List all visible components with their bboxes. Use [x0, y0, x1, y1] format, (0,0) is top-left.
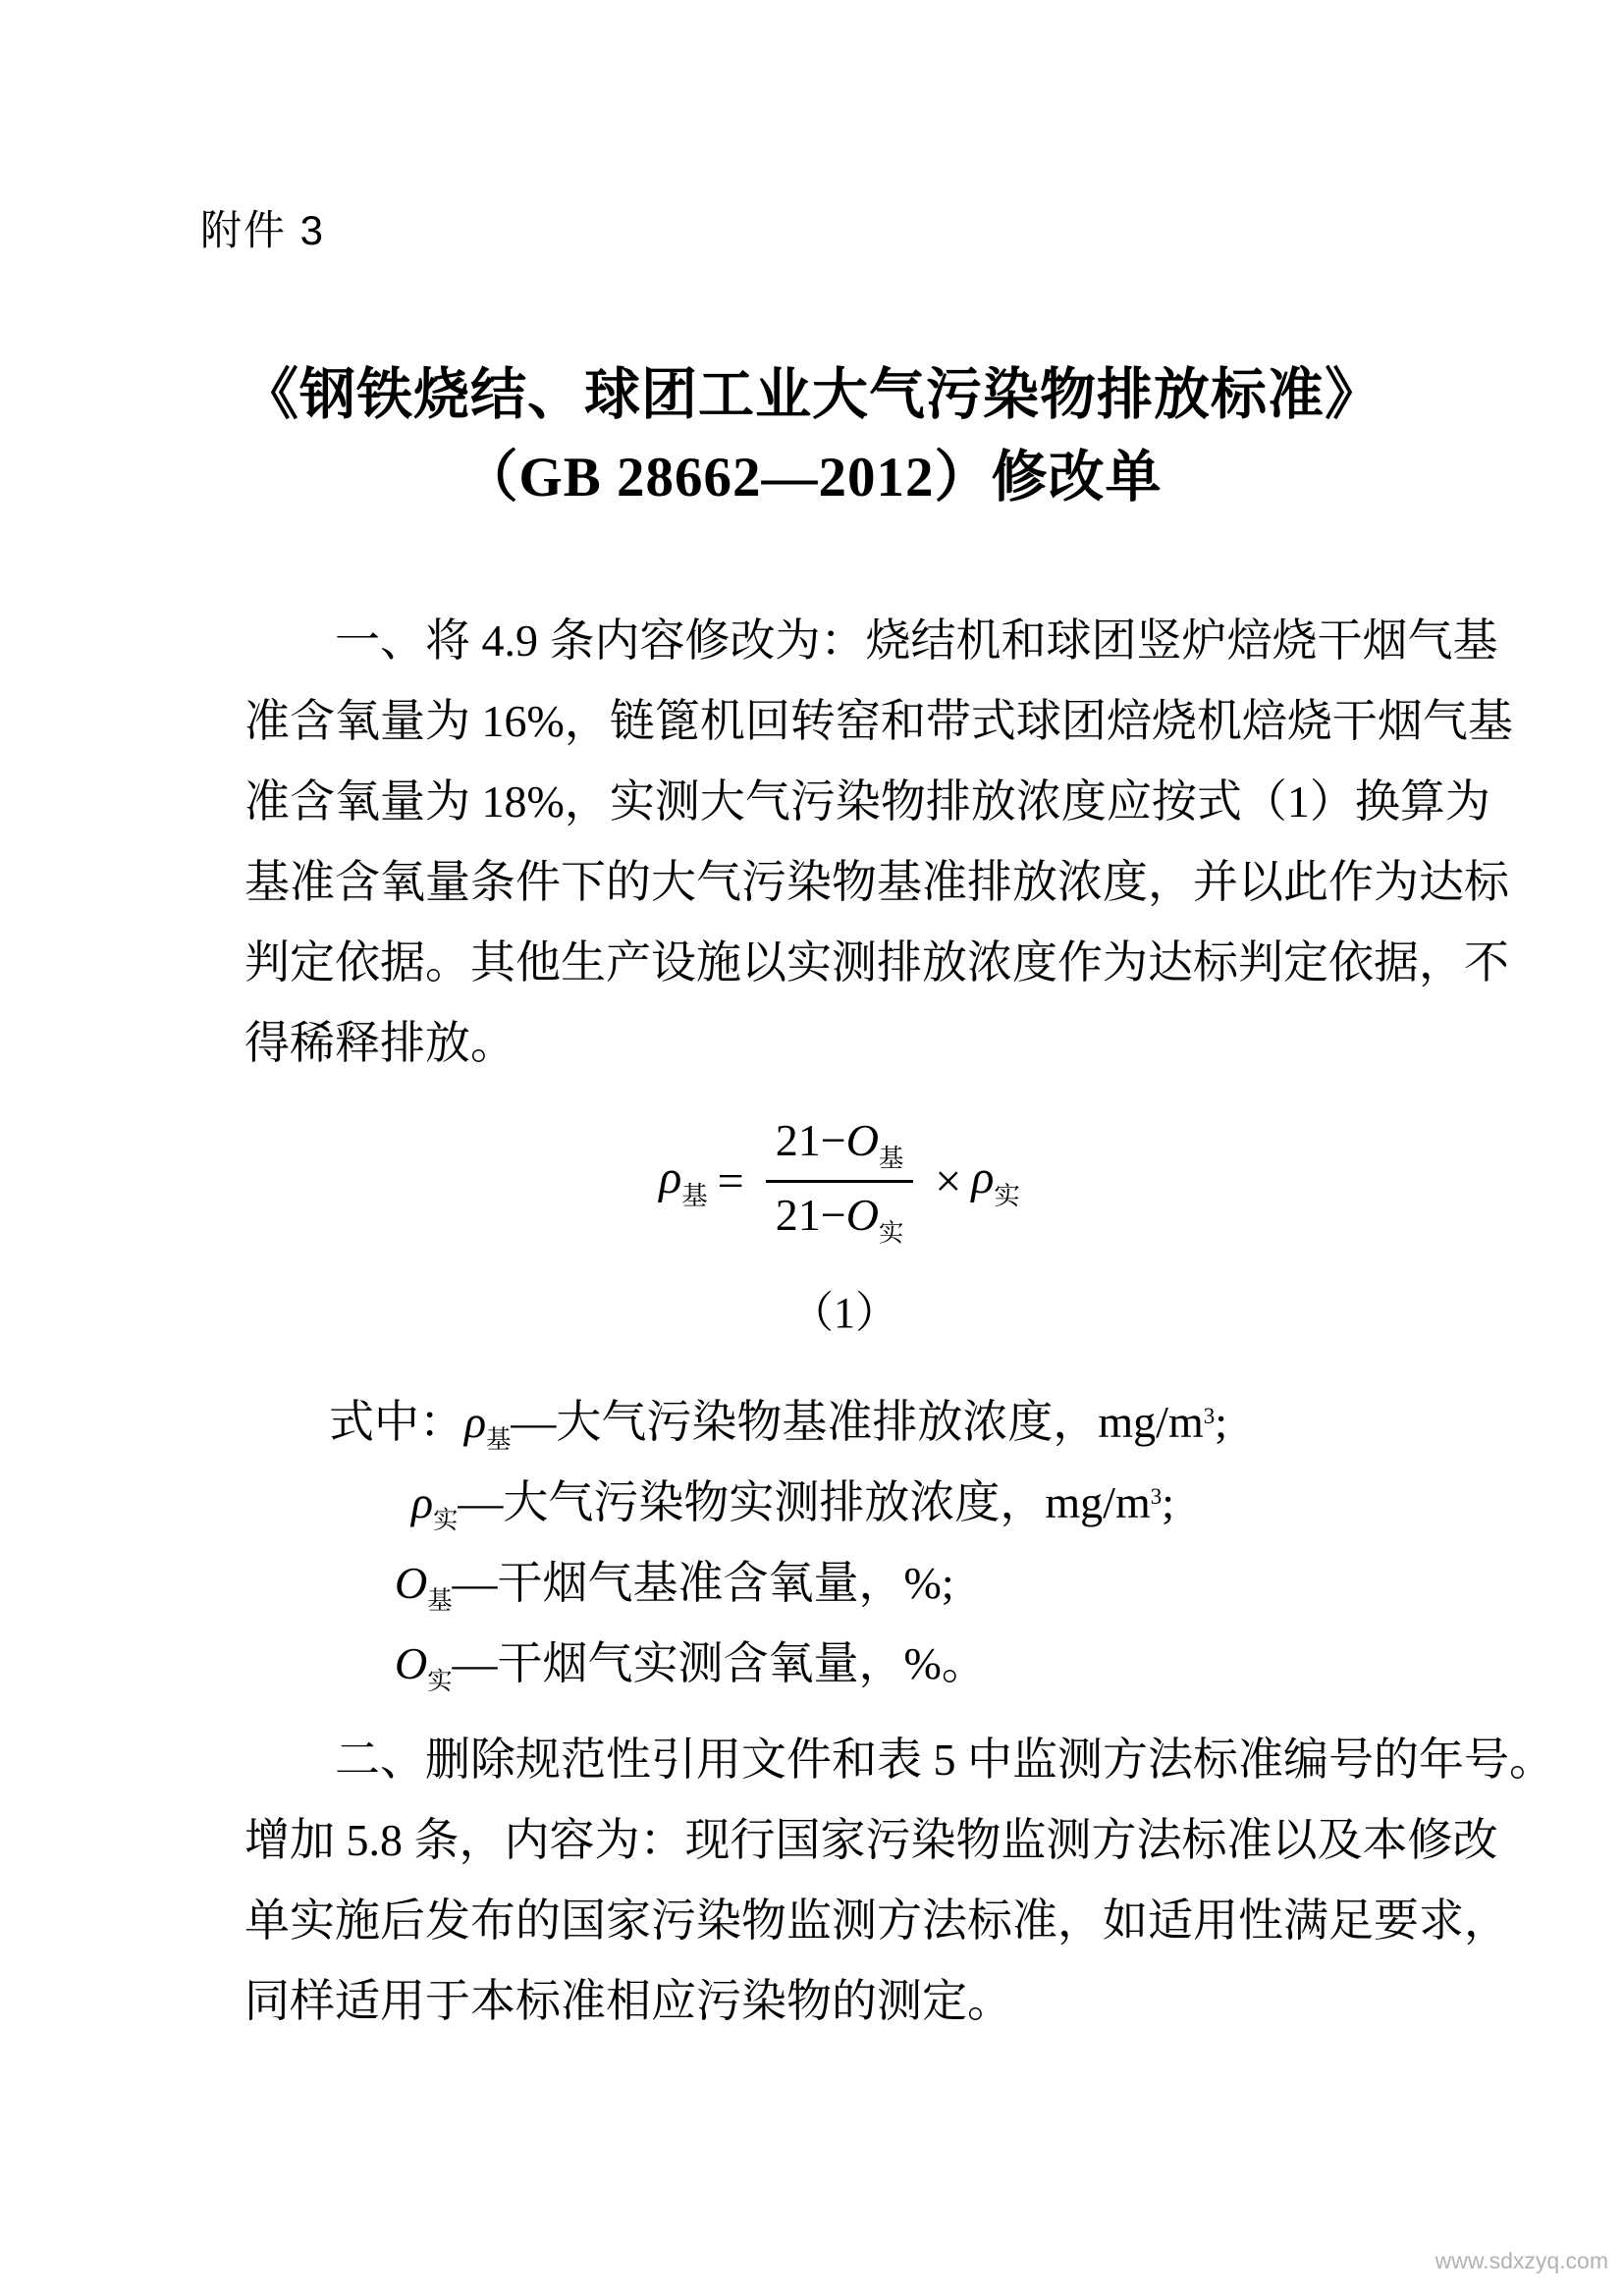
attachment-label: 附件 3: [200, 207, 326, 253]
paragraph-1-line-6: 得稀释排放。: [244, 1018, 515, 1068]
paragraph-2-line-3: 单实施后发布的国家污染物监测方法标准，如适用性满足要求，: [244, 1896, 1509, 1946]
definition-line-4: $O_实—$干烟气实测含氧量，%。: [395, 1637, 987, 1696]
document-title-line1: 《钢铁烧结、球团工业大气污染物排放标准》: [243, 364, 1381, 426]
document-title-line2: （GB 28662—2012）修改单: [461, 447, 1163, 508]
paragraph-2-line-2: 增加 5.8 条，内容为：现行国家污染物监测方法标准以及本修改: [244, 1815, 1498, 1865]
paragraph-1-line-4: 基准含氧量条件下的大气污染物基准排放浓度，并以此作为达标: [244, 857, 1509, 907]
paragraph-1-line-2: 准含氧量为 16%，链篦机回转窑和带式球团焙烧机焙烧干烟气基: [244, 696, 1513, 746]
paragraph-2-line-4: 同样适用于本标准相应污染物的测定。: [244, 1976, 1012, 2026]
formula-fraction: [766, 1114, 914, 1250]
paragraph-1-line-1: 一、将 4.9 条内容修改为：烧结机和球团竖炉焙烧干烟气基: [335, 615, 1498, 666]
formula-rhs: $\rho_实$: [971, 1151, 1020, 1211]
fraction-numerator: $21-O_基$: [775, 1115, 904, 1173]
paragraph-1-line-5: 判定依据。其他生产设施以实测排放浓度作为达标判定依据，不: [244, 937, 1509, 988]
definition-line-2: $\rho_实—$大气污染物实测排放浓度，$mg/m^3$;: [411, 1476, 1175, 1535]
paragraph-2: [244, 1720, 1554, 2042]
multiply-sign: ×: [935, 1155, 962, 1208]
definitions-lead: 式中：: [329, 1396, 464, 1447]
paragraph-2-line-1: 二、删除规范性引用文件和表 5 中监测方法标准编号的年号。: [335, 1735, 1554, 1785]
paragraph-1: [244, 601, 1513, 1084]
fraction-denominator: $21-O_实$: [766, 1180, 914, 1249]
formula-lhs: $\rho_基$: [659, 1151, 708, 1211]
definition-line-3: $O_基—$干烟气基准含氧量，%;: [395, 1557, 954, 1616]
site-watermark: www.sdxzyq.com: [1435, 2248, 1608, 2273]
conversion-formula: [55, 1114, 1624, 1250]
definition-line-1: 式中：$\rho_基—$大气污染物基准排放浓度，$mg/m^3$;: [329, 1396, 1228, 1455]
equation-number: （1）: [790, 1289, 898, 1337]
equals-sign: =: [717, 1155, 744, 1208]
paragraph-1-line-3: 准含氧量为 18%，实测大气污染物排放浓度应按式（1）换算为: [244, 776, 1490, 827]
definitions-block: [244, 1376, 1376, 1698]
